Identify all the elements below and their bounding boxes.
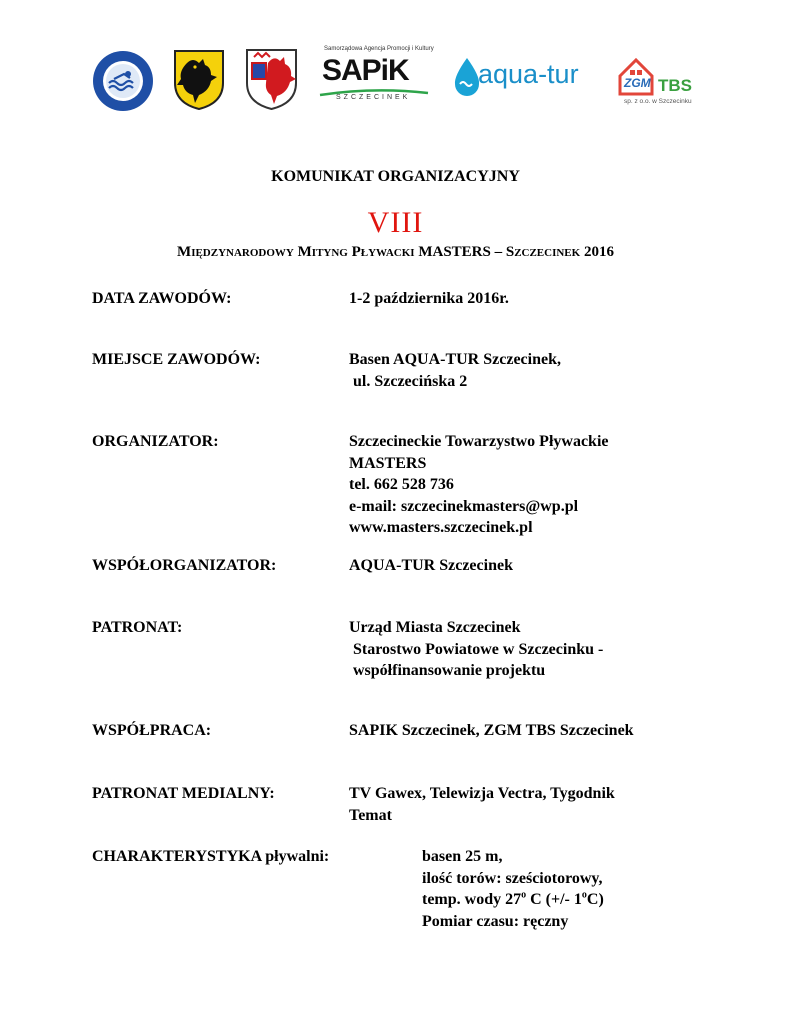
info-value: basen 25 m, ilość torów: sześciotorowy, temp. wody 27$^o$ C (+/- 1$^o$C) Pomiar czasu: ręczny: [422, 848, 604, 930]
info-label: MIEJSCE ZAWODÓW:: [92, 351, 261, 368]
logo-bar: [0, 0, 791, 130]
sapik-logo-city: SZCZECINEK: [336, 94, 411, 101]
info-value: 1-2 października 2016r.: [349, 290, 509, 307]
info-value: SAPIK Szczecinek, ZGM TBS Szczecinek: [349, 722, 634, 739]
edition-number: VIII: [367, 206, 424, 239]
sapik-logo: [318, 46, 434, 106]
zgm-logo-caption: sp. z o.o. w Szczecinku: [624, 98, 692, 105]
info-label: DATA ZAWODÓW:: [92, 290, 232, 307]
county-coat-of-arms: [244, 47, 299, 112]
info-label: WSPÓŁPRACA:: [92, 722, 212, 739]
zgm-logo-text: ZGM: [624, 76, 651, 90]
aquatur-logo-wordmark: aqua-tur: [478, 59, 579, 89]
stp-masters-logo: [92, 50, 154, 112]
document-title: KOMUNIKAT ORGANIZACYJNY: [271, 168, 520, 185]
zgm-tbs-logo: [616, 56, 704, 110]
sapik-logo-wordmark: SAPiK: [322, 54, 409, 87]
info-value: Basen AQUA-TUR Szczecinek, ul. Szczecińska 2: [349, 351, 561, 390]
sapik-logo-caption: Samorządowa Agencja Promocji i Kultury: [324, 46, 434, 52]
powiat-coat-of-arms: [173, 49, 225, 111]
organizer-website: www.masters.szczecinek.pl: [349, 519, 533, 536]
aquatur-logo: [452, 56, 604, 98]
organizer-email: e-mail: szczecinekmasters@wp.pl: [349, 497, 579, 515]
sapik-logo-swoosh: [318, 84, 430, 92]
info-value: AQUA-TUR Szczecinek: [349, 557, 513, 574]
water-temperature: temp. wody 27$^o$ C (+/- 1$^o$C): [422, 889, 604, 908]
info-value: Urząd Miasta Szczecinek Starostwo Powiatowe w Szczecinku - współfinansowanie projektu: [349, 619, 604, 679]
info-label: PATRONAT MEDIALNY:: [92, 785, 275, 802]
info-label: WSPÓŁORGANIZATOR:: [92, 557, 277, 574]
info-value: TV Gawex, Telewizja Vectra, Tygodnik Temat: [349, 785, 615, 824]
tbs-logo-text: TBS: [658, 76, 692, 95]
info-label: CHARAKTERYSTYKA pływalni:: [92, 848, 330, 865]
info-label: PATRONAT:: [92, 619, 183, 636]
info-value: Szczecineckie Towarzystwo Pływackie MASTERS tel. 662 528 736 e-mail: szczecinekmasters@wp.pl www.masters.szczecinek.pl: [349, 431, 609, 539]
event-name: Międzynarodowy Mityng Pływacki MASTERS – Szczecinek 2016: [177, 244, 614, 260]
info-label: ORGANIZATOR:: [92, 433, 219, 450]
